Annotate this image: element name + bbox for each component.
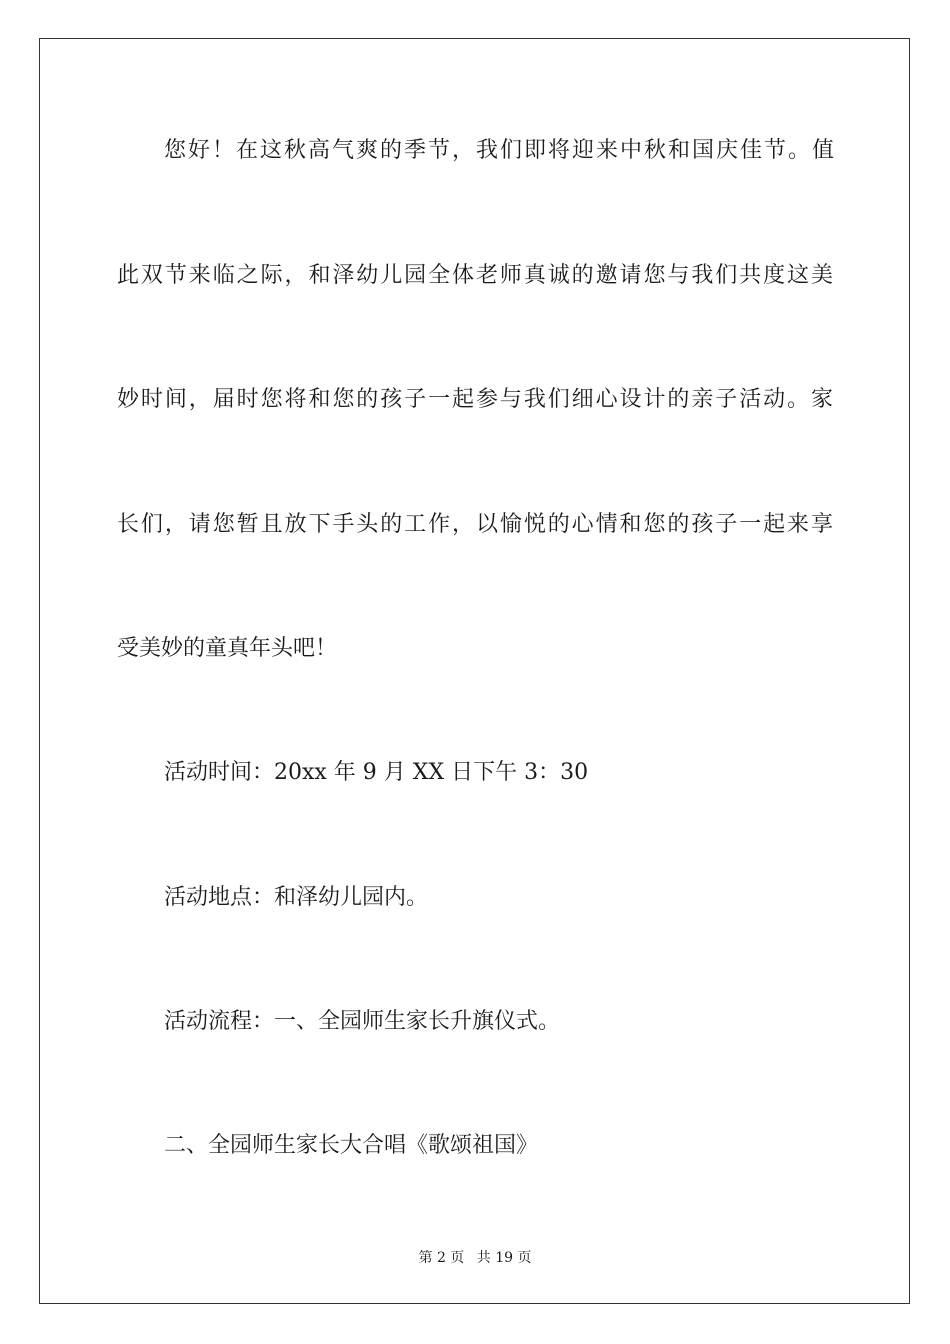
- activity-flow: 活动流程：一、全园师生家长升旗仪式。: [164, 1009, 561, 1034]
- paragraph-line-3: 妙时间，届时您将和您的孩子一起参与我们细心设计的亲子活动。家: [117, 387, 833, 412]
- activity-place: 活动地点：和泽幼儿园内。: [164, 885, 429, 910]
- paragraph-line-2: 此双节来临之际，和泽幼儿园全体老师真诚的邀请您与我们共度这美: [117, 263, 833, 288]
- page-border: [39, 38, 910, 1304]
- paragraph-line-5: 受美妙的童真年头吧！: [117, 636, 338, 661]
- page-number: 第 2 页: [418, 1250, 465, 1266]
- page-total: 共 19 页: [476, 1250, 532, 1266]
- flow-item-2: 二、全园师生家长大合唱《歌颂祖国》: [164, 1133, 539, 1158]
- page-footer: [0, 1248, 950, 1268]
- paragraph-line-4: 长们，请您暂且放下手头的工作，以愉悦的心情和您的孩子一起来享: [117, 512, 833, 537]
- paragraph-line-1: 您好！在这秋高气爽的季节，我们即将迎来中秋和国庆佳节。值: [164, 138, 834, 163]
- activity-time: 活动时间：20xx 年 9 月 XX 日下午 3：30: [164, 760, 589, 785]
